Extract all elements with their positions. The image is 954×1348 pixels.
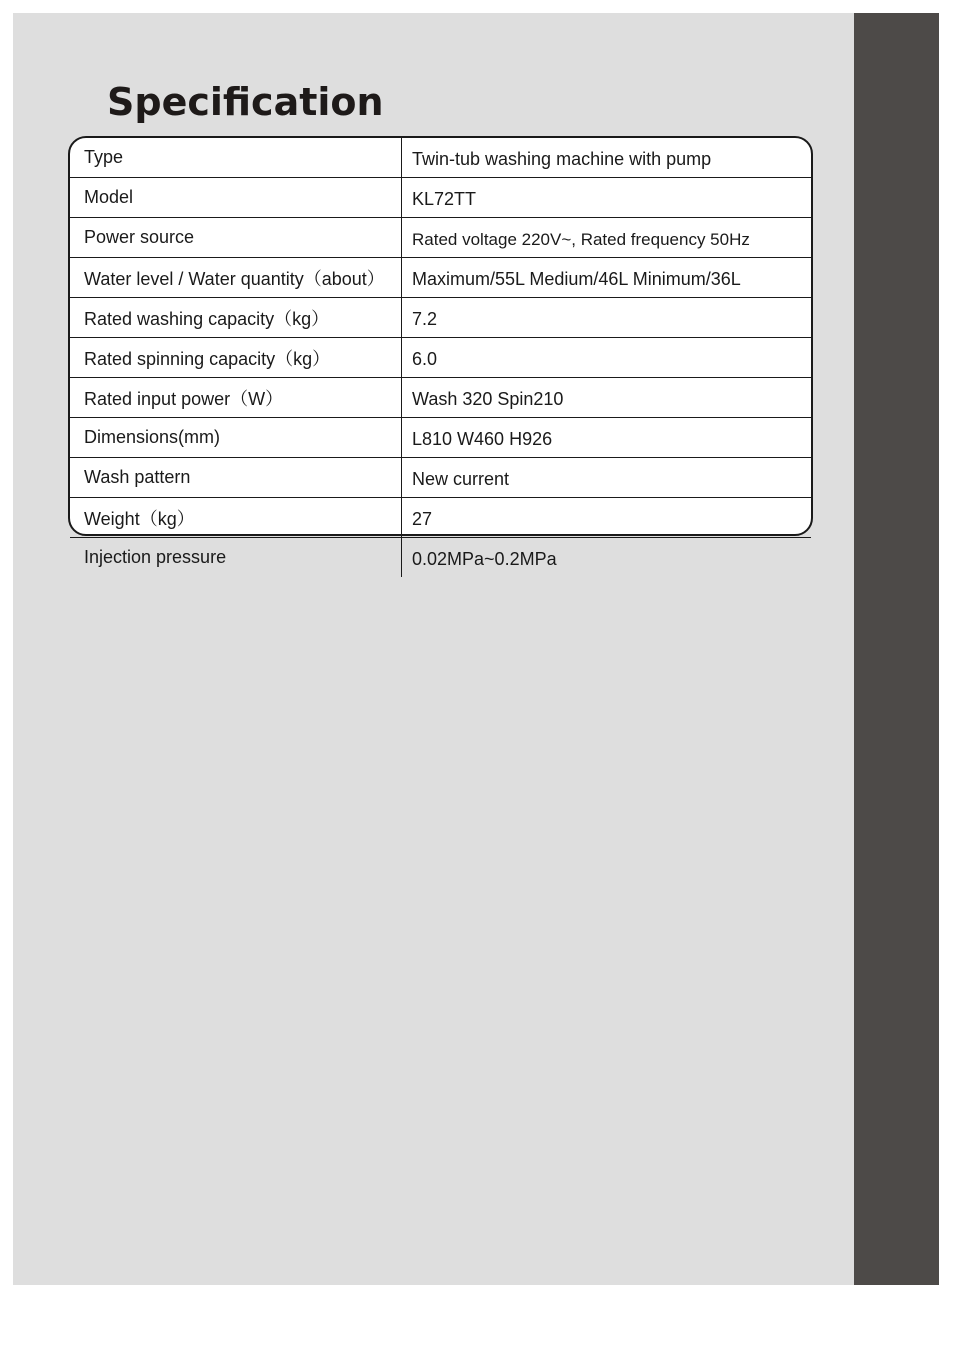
spec-table-grid	[70, 138, 811, 577]
table-row	[70, 298, 811, 338]
spec-label-water-level: Water level / Water quantity（about）	[70, 258, 402, 298]
spec-label-weight: Weight（kg）	[70, 498, 402, 538]
spec-value-injection-pressure: 0.02MPa~0.2MPa	[412, 549, 557, 569]
table-row	[70, 418, 811, 458]
spec-label-spinning-capacity: Rated spinning capacity（kg）	[70, 338, 402, 378]
table-row	[70, 458, 811, 498]
spec-value-washing-capacity: 7.2	[402, 298, 812, 338]
spec-label-input-power: Rated input power（W）	[70, 378, 402, 418]
spec-table	[68, 136, 813, 569]
spec-value-weight: 27	[402, 498, 812, 538]
table-row	[70, 378, 811, 418]
spec-value-power-source: Rated voltage 220V~, Rated frequency 50Hz	[402, 218, 812, 258]
spec-label-washing-capacity: Rated washing capacity（kg）	[70, 298, 402, 338]
page-title: Specification	[107, 80, 384, 124]
spec-label-dimensions: Dimensions(mm)	[70, 418, 402, 458]
spec-value-spinning-capacity: 6.0	[402, 338, 812, 378]
spec-label-model: Model	[70, 178, 402, 218]
table-row	[70, 538, 811, 578]
spec-value-type: Twin-tub washing machine with pump	[402, 138, 812, 178]
table-row	[70, 178, 811, 218]
spec-label-type: Type	[70, 138, 402, 178]
spec-value-model: KL72TT	[402, 178, 812, 218]
side-bar	[854, 13, 939, 1285]
table-row	[70, 218, 811, 258]
spec-value-dimensions: L810 W460 H926	[402, 418, 812, 458]
table-row	[70, 138, 811, 178]
spec-value-wash-pattern: New current	[402, 458, 812, 498]
spec-label-power-source: Power source	[70, 218, 402, 258]
spec-value-input-power: Wash 320 Spin210	[402, 378, 812, 418]
table-row	[70, 258, 811, 298]
table-row	[70, 498, 811, 538]
spec-label-injection-pressure: Injection pressure	[70, 538, 402, 578]
table-row	[70, 338, 811, 378]
spec-label-wash-pattern: Wash pattern	[70, 458, 402, 498]
spec-value-water-level: Maximum/55L Medium/46L Minimum/36L	[402, 258, 812, 298]
